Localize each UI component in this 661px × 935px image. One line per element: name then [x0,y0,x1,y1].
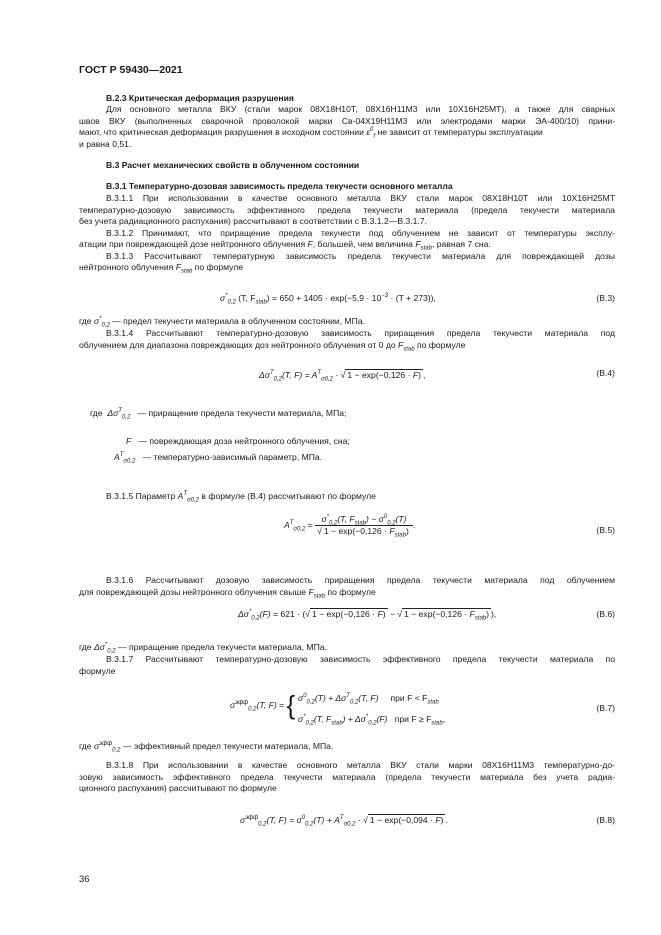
equation-b7-case2: $\sigma^*_{0,2}(T$, $F_{stab}) + \Delta\sigma^*_{0,2}(F)$ при $F \ge F_{stab}$, [298,714,446,727]
paragraph-line: В.3.1.7 Рассчитывают температурно-дозовую зависимость эффективного предела текучести материала по [106,654,615,664]
section-title-b31: В.3.1 Температурно-дозовая зависимость предела текучести основного металла [106,181,453,191]
page-number: 36 [79,874,90,885]
paragraph-line: мают, что критическая деформация разрушения в исходном состоянии $\varepsilon^0_f$ не зависит от температуры эксплуатации [79,127,543,140]
equation-b7-case1: $\sigma^0_{0,2}(T) + \Delta\sigma^T_{0,2}(T$, F) при $F < F_{stab}$ [298,693,439,706]
equation-b8: $\sigma^{эфф}_{0,2}(T$, $F) = \sigma^0_{0,2}(T) + A^T_{\sigma 0,2}$ · √ 1 − exp(−0,094 · F) . [240,815,448,828]
paragraph-line: швов ВКУ (выполненных сварочной проволокой марки Св-04Х19Н11М3 или электродами марки ЭА-400/10) прини- [79,115,615,126]
paragraph-line: и равна 0,51. [79,138,132,149]
definition-row: где $\Delta\sigma^T_{0,2}$ — приращение предела текучести материала, МПа; [90,408,347,421]
paragraph-line: В.3.1.4 Рассчитывают температурно-дозовую зависимость приращения предела текучести материала под [106,328,615,338]
paragraph-line: В.3.1.3 Рассчитывают температурную зависимость предела текучести материала для повреждающей дозы [106,250,615,261]
section-title-b23: В.2.3 Критическая деформация разрушения [106,93,294,103]
document-header: ГОСТ Р 59430—2021 [79,64,183,76]
equation-b6: $\Delta\sigma^*_{0,2}(F) = 621$ · (√ 1 − exp(−0,126 · F) − √ $1 - \exp(-0,126 \cdot F_{stab})$ ), [238,609,497,622]
equation-b3: $\sigma^*_{0,2}$ (T, $F_{stab}) = 650 + 1405 \cdot \exp(-5,9 \cdot 10^{-3} \cdot (T + 273))$, [220,293,436,306]
equation-b4: $\Delta\sigma^T_{0,2}(T$, $F) = A^T_{\sigma 0,2}$ · √ 1 − exp(−0,126 · F) , [259,370,426,383]
paragraph-line: В.3.1.8 При использовании в качестве основного металла ВКУ стали марки 08Х16Н11М3 температурно-до- [106,760,615,770]
where-line: где $\sigma^*_{0,2}$ — предел текучести материала в облученном состоянии, МПа. [79,316,365,329]
equation-b5: $A^T_{\sigma 0,2}$ = $\frac{\sigma^*_{0,2}(T, F_{stab}) - \sigma^0_{0,2}(T)}{√ 1 - \exp(-0,126 \cdot F_{stab})}$ . [284,514,416,539]
equation-number: (В.4) [596,368,615,378]
paragraph-line: облучением для диапазона повреждающих доз нейтронного облучения от 0 до $F_{stab}$ по формуле [79,339,466,353]
equation-number: (В.8) [596,815,615,825]
paragraph-line: формуле [79,665,116,676]
paragraph-line: В.3.1.5 Параметр $A^T_{\sigma 0,2}$ в формуле (В.4) рассчитывают по формуле [106,491,376,504]
paragraph-line: ционного распухания) рассчитывают по формуле [79,783,277,793]
paragraph-line: В.3.1.1 При использовании в качестве основного металла ВКУ стали марок 08Х18Н10Т или 10Х16Н25МТ [106,193,615,203]
definition-row: $A^T_{\sigma 0,2}$ — температурно-зависимый параметр, МПа. [114,452,323,465]
where-line: где $\Delta\sigma^*_{0,2}$ — приращение предела текучести материала, МПа. [79,642,327,655]
paragraph-line: В.3.1.2 Принимают, что приращение предела текучести под облучением не зависит от температуры эксплу- [106,227,615,238]
equation-number: (В.3) [596,293,615,303]
where-line: где $\sigma^{эфф}_{0,2}$ — эффективный предел текучести материала, МПа. [79,741,334,754]
equation-number: (В.6) [596,609,615,619]
paragraph-line: для повреждающей дозы нейтронного облучения свыше $F_{stab}$ по формуле [79,586,376,600]
equation-number: (В.7) [596,703,615,713]
paragraph-line: температурно-дозовую зависимость эффективного предела текучести материала (предела текучести материала [79,204,615,215]
paragraph-line: без учета радиационного распухания) рассчитывают в соответствии с В.3.1.2—В.3.1.7. [79,216,427,226]
paragraph-line: зовую зависимость эффективного предела текучести материала (предела текучести материала без учета радиа- [79,771,615,782]
equation-b7: $\sigma^{эфф}_{0,2}(T$, F) = { [230,690,296,721]
paragraph-line: нейтронного облучения $F_{stab}$ по формуле [79,262,244,275]
definition-row: F — повреждающая доза нейтронного облучения, сна; [126,436,350,446]
equation-number: (В.5) [596,525,615,535]
paragraph-line: атации при повреждающей дозе нейтронного облучения F, большей, чем величина $F_{stab}$, равная 7 сна. [79,239,491,252]
section-title-b3: В.3 Расчет механических свойств в облученном состоянии [106,160,360,170]
paragraph-line: Для основного металла ВКУ (стали марок 08Х18Н10Т, 08Х16Н11М3 или 10Х16Н25МТ), а также для сварных [106,104,615,114]
paragraph-line: В.3.1.6 Рассчитывают дозовую зависимость приращения предела текучести материала под облучением [106,575,615,585]
